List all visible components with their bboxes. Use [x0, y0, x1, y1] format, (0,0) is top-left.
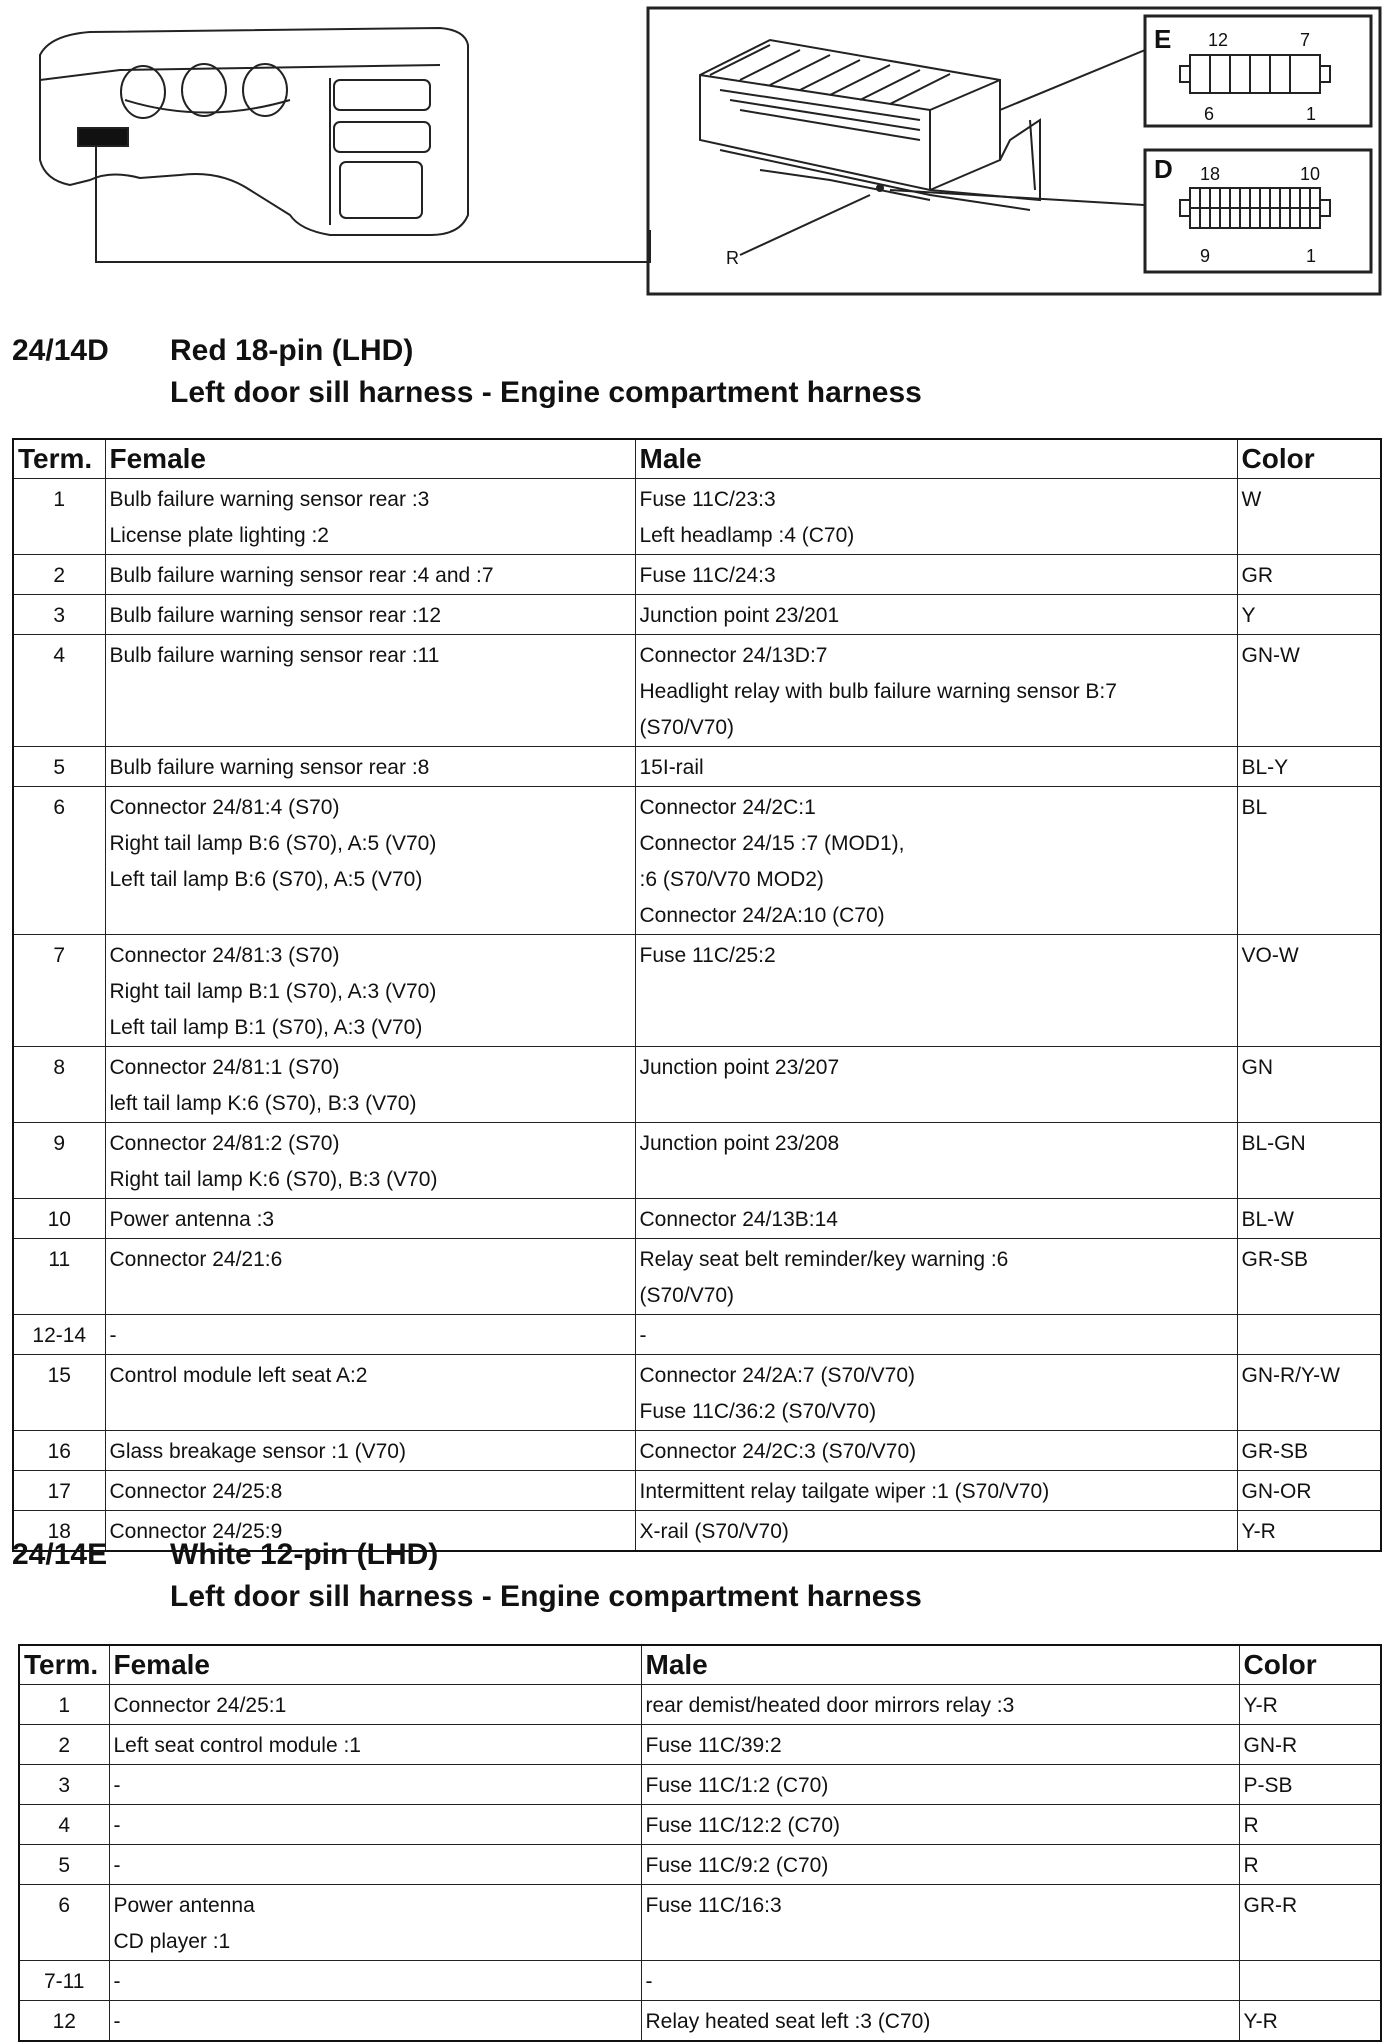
female-line: Left tail lamp B:1 (S70), A:3 (V70) — [109, 1016, 423, 1039]
d-pin-18: 18 — [1200, 164, 1221, 184]
male-cell — [641, 1725, 1239, 1765]
male-cell — [641, 1685, 1239, 1725]
female-line: CD player :1 — [113, 1930, 231, 1953]
female-line: Power antenna — [113, 1894, 255, 1917]
fuse-relay-box-illustration — [648, 8, 1380, 294]
male-line: Junction point 23/207 — [639, 1056, 840, 1079]
female-line: - — [113, 1970, 121, 1993]
term-cell: 4 — [19, 1805, 109, 1845]
d-pin-9: 9 — [1200, 246, 1211, 266]
male-line: Fuse 11C/1:2 (C70) — [645, 1774, 829, 1797]
female-line: - — [113, 1854, 121, 1877]
female-cell — [105, 1047, 635, 1123]
term-cell: 1 — [19, 1685, 109, 1725]
male-line: Junction point 23/208 — [639, 1132, 840, 1155]
female-cell — [109, 1765, 641, 1805]
female-cell — [105, 787, 635, 935]
color-cell: W — [1237, 479, 1381, 555]
section-e-code: 24/14E — [12, 1538, 108, 1571]
table-row — [13, 1471, 1381, 1511]
male-cell — [635, 1355, 1237, 1431]
male-cell — [641, 1805, 1239, 1845]
color-cell: BL — [1237, 787, 1381, 935]
term-cell: 8 — [13, 1047, 105, 1123]
table-row — [13, 1123, 1381, 1199]
e-pin-12: 12 — [1208, 30, 1229, 50]
color-cell: GN-W — [1237, 635, 1381, 747]
table-row — [13, 1431, 1381, 1471]
male-cell — [635, 787, 1237, 935]
female-line: Connector 24/25:1 — [113, 1694, 287, 1717]
male-cell — [635, 1471, 1237, 1511]
table-row — [13, 1199, 1381, 1239]
table-row — [19, 1765, 1381, 1805]
male-cell — [641, 1845, 1239, 1885]
term-cell: 5 — [19, 1845, 109, 1885]
male-line: Intermittent relay tailgate wiper :1 (S70/V70) — [639, 1480, 1050, 1503]
color-cell: GN-R — [1239, 1725, 1381, 1765]
term-cell: 6 — [19, 1885, 109, 1961]
female-line: Glass breakage sensor :1 (V70) — [109, 1440, 406, 1463]
male-line: Fuse 11C/39:2 — [645, 1734, 782, 1757]
connector-d-table — [12, 438, 1382, 1552]
term-cell: 6 — [13, 787, 105, 935]
male-line: Headlight relay with bulb failure warning sensor B:7 — [639, 680, 1117, 703]
table-row — [13, 787, 1381, 935]
female-cell — [105, 1199, 635, 1239]
dashboard-illustration — [40, 28, 650, 262]
color-cell — [1237, 1315, 1381, 1355]
header-male: Male — [635, 439, 1237, 479]
term-cell: 7-11 — [19, 1961, 109, 2001]
color-cell: P-SB — [1239, 1765, 1381, 1805]
female-line: Connector 24/25:8 — [109, 1480, 283, 1503]
male-cell — [635, 1239, 1237, 1315]
male-cell — [641, 1961, 1239, 2001]
male-cell — [635, 555, 1237, 595]
color-cell: BL-W — [1237, 1199, 1381, 1239]
table-row — [19, 1961, 1381, 2001]
male-line: Connector 24/2C:1 — [639, 796, 816, 819]
male-line: 15I-rail — [639, 756, 704, 779]
female-cell — [105, 595, 635, 635]
female-line: Bulb failure warning sensor rear :3 — [109, 488, 430, 511]
label-d: D — [1154, 154, 1173, 184]
male-line: rear demist/heated door mirrors relay :3 — [645, 1694, 1015, 1717]
table-row — [19, 2001, 1381, 2042]
male-line: Fuse 11C/24:3 — [639, 564, 776, 587]
label-e: E — [1154, 24, 1172, 54]
female-line: Connector 24/81:2 (S70) — [109, 1132, 340, 1155]
female-line: Power antenna :3 — [109, 1208, 275, 1231]
female-cell — [109, 1845, 641, 1885]
color-cell: GR-SB — [1237, 1239, 1381, 1315]
male-line: :6 (S70/V70 MOD2) — [639, 868, 824, 891]
section-d-title: Red 18-pin (LHD) — [170, 334, 414, 367]
female-line: Bulb failure warning sensor rear :4 and :7 — [109, 564, 494, 587]
table-row — [13, 747, 1381, 787]
male-line: (S70/V70) — [639, 716, 735, 739]
male-cell — [635, 1123, 1237, 1199]
term-cell: 2 — [13, 555, 105, 595]
table-row — [13, 1315, 1381, 1355]
table-row — [19, 1885, 1381, 1961]
color-cell: GN-R/Y-W — [1237, 1355, 1381, 1431]
header-male: Male — [641, 1645, 1239, 1685]
female-line: Control module left seat A:2 — [109, 1364, 368, 1387]
female-line: Bulb failure warning sensor rear :12 — [109, 604, 442, 627]
table-row — [19, 1685, 1381, 1725]
section-d-subtitle: Left door sill harness - Engine compartment harness — [170, 376, 922, 409]
section-e-subtitle: Left door sill harness - Engine compartment harness — [170, 1580, 922, 1613]
connector-e-rows — [19, 1685, 1381, 2042]
female-cell — [105, 1239, 635, 1315]
table-row — [13, 595, 1381, 635]
male-cell — [635, 1431, 1237, 1471]
female-cell — [109, 2001, 641, 2042]
header-female: Female — [105, 439, 635, 479]
term-cell: 12-14 — [13, 1315, 105, 1355]
female-line: Connector 24/81:3 (S70) — [109, 944, 340, 967]
table-row — [19, 1805, 1381, 1845]
female-cell — [105, 935, 635, 1047]
female-cell — [105, 555, 635, 595]
male-cell — [635, 1315, 1237, 1355]
female-line: Right tail lamp B:6 (S70), A:5 (V70) — [109, 832, 437, 855]
male-line: Connector 24/2A:10 (C70) — [639, 904, 885, 927]
color-cell: GR-R — [1239, 1885, 1381, 1961]
male-line: Connector 24/13B:14 — [639, 1208, 838, 1231]
female-cell — [105, 635, 635, 747]
male-line: (S70/V70) — [639, 1284, 735, 1307]
female-line: Connector 24/81:1 (S70) — [109, 1056, 340, 1079]
label-r: R — [726, 248, 739, 268]
male-cell — [635, 595, 1237, 635]
male-line: Fuse 11C/36:2 (S70/V70) — [639, 1400, 877, 1423]
female-cell — [109, 1961, 641, 2001]
female-line: - — [109, 1324, 117, 1347]
table-header-row — [13, 439, 1381, 479]
table-row — [13, 935, 1381, 1047]
male-line: - — [639, 1324, 647, 1347]
d-pin-1: 1 — [1306, 246, 1317, 266]
female-cell — [109, 1885, 641, 1961]
female-line: Bulb failure warning sensor rear :11 — [109, 644, 440, 667]
connector-e-table — [18, 1644, 1382, 2042]
female-line: Right tail lamp K:6 (S70), B:3 (V70) — [109, 1168, 438, 1191]
section-d-code: 24/14D — [12, 334, 109, 367]
male-line: Fuse 11C/9:2 (C70) — [645, 1854, 829, 1877]
male-cell — [641, 1885, 1239, 1961]
table-row — [19, 1725, 1381, 1765]
color-cell: Y-R — [1239, 2001, 1381, 2042]
male-line: X-rail (S70/V70) — [639, 1520, 789, 1543]
color-cell: Y — [1237, 595, 1381, 635]
male-line: Connector 24/2C:3 (S70/V70) — [639, 1440, 917, 1463]
table-header-row — [19, 1645, 1381, 1685]
male-line: Left headlamp :4 (C70) — [639, 524, 855, 547]
term-cell: 15 — [13, 1355, 105, 1431]
table-row — [13, 1239, 1381, 1315]
header-color: Color — [1237, 439, 1381, 479]
color-cell: GN-OR — [1237, 1471, 1381, 1511]
female-cell — [105, 1431, 635, 1471]
female-cell — [105, 1315, 635, 1355]
male-cell — [641, 1765, 1239, 1805]
term-cell: 2 — [19, 1725, 109, 1765]
color-cell: GR-SB — [1237, 1431, 1381, 1471]
female-line: - — [113, 1814, 121, 1837]
e-pin-6: 6 — [1204, 104, 1215, 124]
table-row — [13, 555, 1381, 595]
term-cell: 1 — [13, 479, 105, 555]
male-line: Junction point 23/201 — [639, 604, 840, 627]
female-cell — [105, 1355, 635, 1431]
header-term: Term. — [13, 439, 105, 479]
female-line: Bulb failure warning sensor rear :8 — [109, 756, 430, 779]
female-cell — [105, 747, 635, 787]
term-cell: 18 — [13, 1511, 105, 1552]
term-cell: 9 — [13, 1123, 105, 1199]
female-line: Right tail lamp B:1 (S70), A:3 (V70) — [109, 980, 437, 1003]
term-cell: 16 — [13, 1431, 105, 1471]
term-cell: 10 — [13, 1199, 105, 1239]
male-line: Connector 24/2A:7 (S70/V70) — [639, 1364, 916, 1387]
color-cell: R — [1239, 1805, 1381, 1845]
female-line: left tail lamp K:6 (S70), B:3 (V70) — [109, 1092, 417, 1115]
term-cell: 7 — [13, 935, 105, 1047]
term-cell: 17 — [13, 1471, 105, 1511]
female-line: Connector 24/25:9 — [109, 1520, 283, 1543]
female-line: - — [113, 1774, 121, 1797]
male-line: Relay seat belt reminder/key warning :6 — [639, 1248, 1009, 1271]
color-cell: VO-W — [1237, 935, 1381, 1047]
male-cell — [641, 2001, 1239, 2042]
section-e-title: White 12-pin (LHD) — [170, 1538, 439, 1571]
male-line: Fuse 11C/25:2 — [639, 944, 776, 967]
male-cell — [635, 935, 1237, 1047]
female-cell — [105, 1471, 635, 1511]
e-pin-7: 7 — [1300, 30, 1311, 50]
female-line: Connector 24/81:4 (S70) — [109, 796, 340, 819]
male-line: Relay heated seat left :3 (C70) — [645, 2010, 931, 2033]
male-cell — [635, 635, 1237, 747]
female-line: - — [113, 2010, 121, 2033]
color-cell: Y-R — [1237, 1511, 1381, 1552]
section-d-heading — [12, 330, 922, 414]
color-cell: GN — [1237, 1047, 1381, 1123]
male-cell — [635, 1047, 1237, 1123]
section-e-heading — [12, 1534, 922, 1618]
female-cell — [109, 1725, 641, 1765]
color-cell: BL-GN — [1237, 1123, 1381, 1199]
d-pin-10: 10 — [1300, 164, 1321, 184]
female-line: License plate lighting :2 — [109, 524, 329, 547]
e-pin-1: 1 — [1306, 104, 1317, 124]
female-line: Left seat control module :1 — [113, 1734, 361, 1757]
male-cell — [635, 747, 1237, 787]
table-row — [13, 1047, 1381, 1123]
term-cell: 12 — [19, 2001, 109, 2042]
term-cell: 4 — [13, 635, 105, 747]
table-row — [13, 1355, 1381, 1431]
term-cell: 3 — [13, 595, 105, 635]
male-line: Connector 24/13D:7 — [639, 644, 828, 667]
male-line: Connector 24/15 :7 (MOD1), — [639, 832, 905, 855]
table-row — [13, 635, 1381, 747]
male-line: Fuse 11C/12:2 (C70) — [645, 1814, 841, 1837]
male-cell — [635, 1199, 1237, 1239]
female-cell — [109, 1805, 641, 1845]
female-cell — [109, 1685, 641, 1725]
female-cell — [105, 479, 635, 555]
color-cell: GR — [1237, 555, 1381, 595]
header-term: Term. — [19, 1645, 109, 1685]
male-line: - — [645, 1970, 653, 1993]
male-cell — [635, 479, 1237, 555]
table-row — [13, 479, 1381, 555]
color-cell — [1239, 1961, 1381, 2001]
color-cell: Y-R — [1239, 1685, 1381, 1725]
header-female: Female — [109, 1645, 641, 1685]
connector-d-rows — [13, 479, 1381, 1552]
term-cell: 11 — [13, 1239, 105, 1315]
term-cell: 3 — [19, 1765, 109, 1805]
female-line: Left tail lamp B:6 (S70), A:5 (V70) — [109, 868, 423, 891]
term-cell: 5 — [13, 747, 105, 787]
header-color: Color — [1239, 1645, 1381, 1685]
female-line: Connector 24/21:6 — [109, 1248, 283, 1271]
color-cell: R — [1239, 1845, 1381, 1885]
female-cell — [105, 1123, 635, 1199]
connector-location-diagram — [0, 0, 1392, 300]
table-row — [19, 1845, 1381, 1885]
male-line: Fuse 11C/23:3 — [639, 488, 776, 511]
color-cell: BL-Y — [1237, 747, 1381, 787]
male-line: Fuse 11C/16:3 — [645, 1894, 782, 1917]
